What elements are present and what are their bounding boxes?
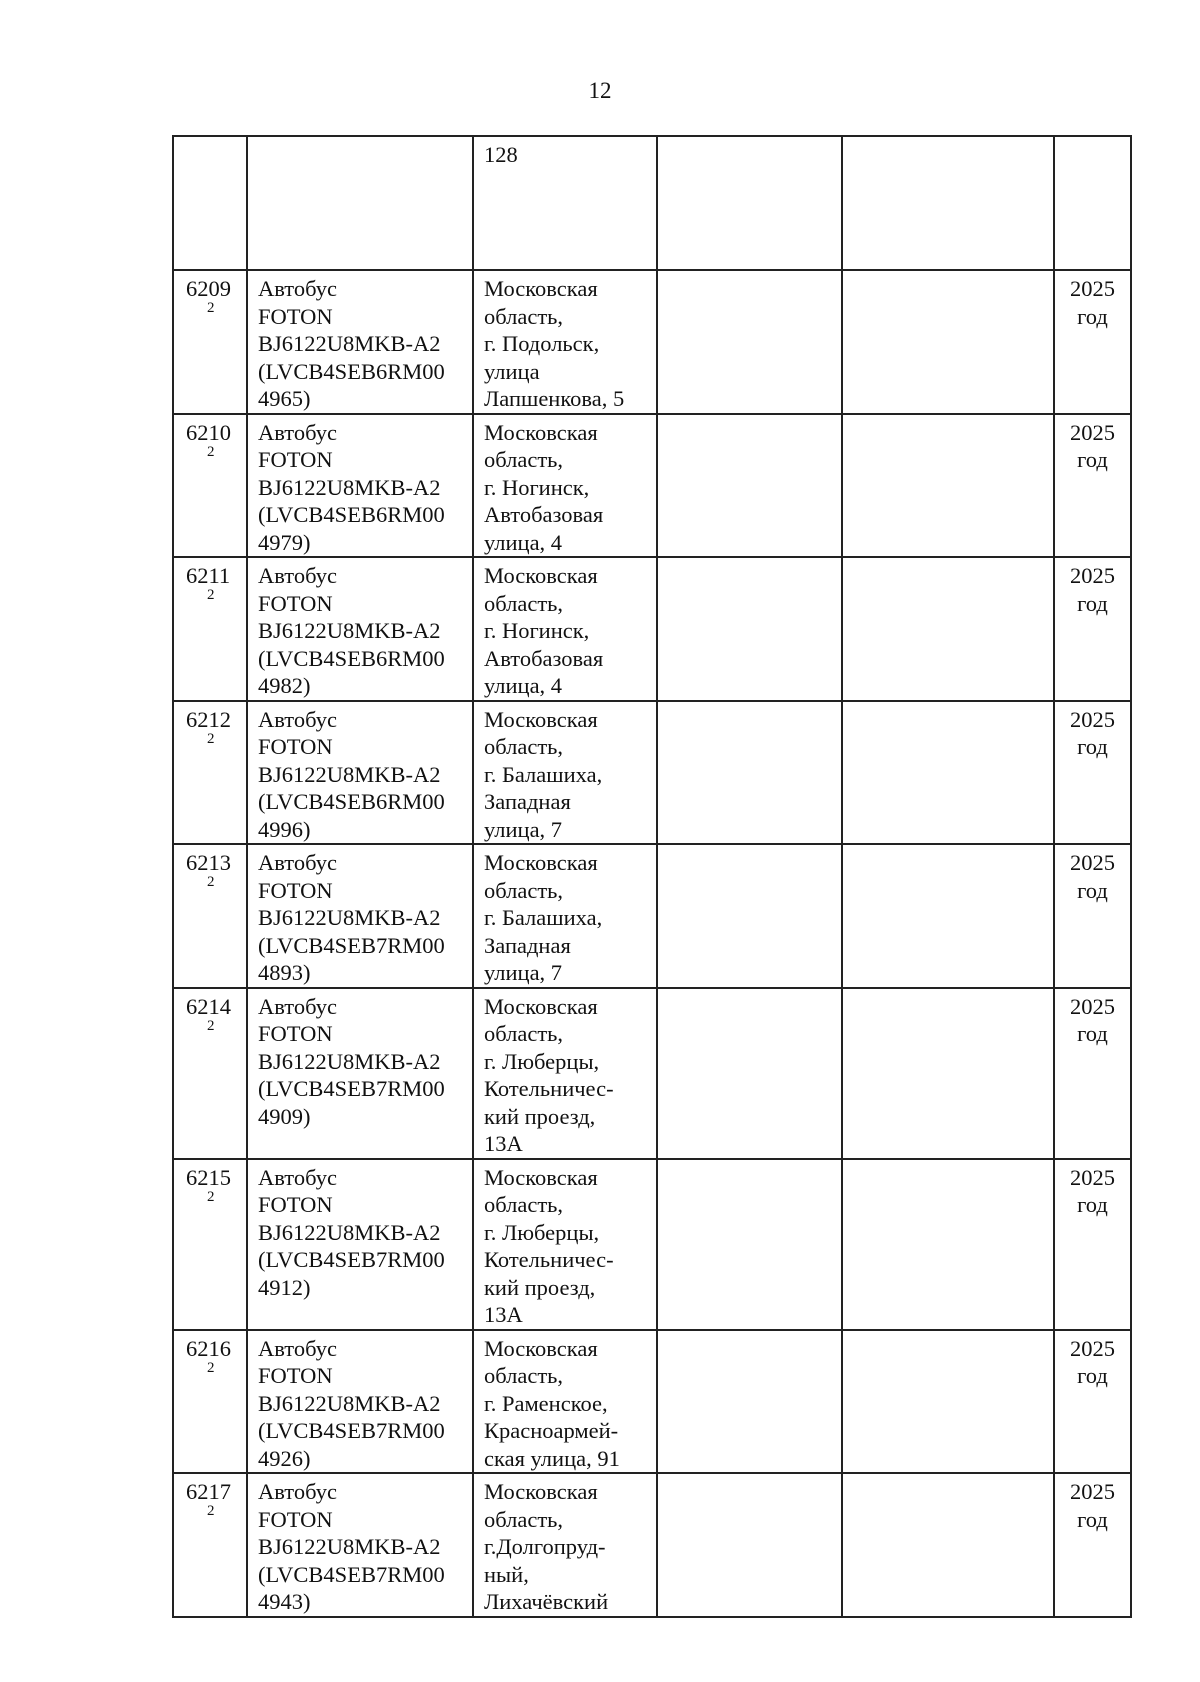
year-cell — [1054, 414, 1131, 558]
address-line: г. Балашиха, — [484, 761, 603, 787]
year-line: год — [1077, 1192, 1108, 1217]
empty-cell — [657, 701, 842, 845]
name-line: 4965) — [258, 386, 311, 411]
address-line: область, — [484, 1021, 564, 1046]
address-line: ный, — [484, 1561, 529, 1587]
address-line: Московская — [484, 419, 598, 445]
number-cell — [173, 1330, 247, 1474]
address-line: Московская — [484, 1335, 598, 1361]
name-line: Автобус — [258, 563, 337, 588]
year-cell — [1054, 270, 1131, 414]
table-row — [173, 701, 1131, 845]
year-line: год — [1077, 877, 1108, 903]
year-cell — [1054, 136, 1131, 270]
address-line: Московская — [484, 276, 598, 301]
address-cell — [473, 1473, 657, 1617]
address-line: Красноармей- — [484, 1418, 619, 1443]
address-line: г. Балашиха, — [484, 905, 603, 930]
row-number-superscript: 2 — [207, 1017, 215, 1034]
registry-table-body — [173, 136, 1131, 1617]
row-number-superscript: 2 — [207, 587, 215, 603]
address-cell — [473, 701, 657, 845]
name-line: 4912) — [258, 1274, 311, 1300]
year-line: год — [1077, 1506, 1108, 1532]
name-line: FOTON — [258, 1021, 333, 1046]
year-line: год — [1077, 447, 1108, 472]
year-cell — [1054, 1159, 1131, 1330]
name-line: BJ6122U8MKB-A2 — [258, 761, 441, 787]
name-line: (LVCB4SEB7RM00 — [258, 1076, 445, 1101]
address-line: Лихачёвский — [484, 1589, 609, 1614]
row-number-superscript: 2 — [207, 443, 215, 460]
year-line: 2025 — [1070, 419, 1115, 445]
row-number-superscript: 2 — [207, 730, 215, 747]
year-cell — [1054, 1330, 1131, 1474]
year-line: 2025 — [1070, 993, 1115, 1019]
name-cell — [247, 1159, 473, 1330]
empty-cell — [657, 270, 842, 414]
name-line: BJ6122U8MKB-A2 — [258, 1219, 441, 1245]
empty-cell — [842, 701, 1054, 845]
table-row — [173, 988, 1131, 1159]
address-line: г.Долгопруд- — [484, 1534, 606, 1559]
name-cell — [247, 844, 473, 988]
name-line: 4996) — [258, 816, 311, 842]
address-line: кий проезд, — [484, 1274, 596, 1300]
address-line: 128 — [484, 142, 518, 167]
empty-cell — [657, 1159, 842, 1330]
empty-cell — [842, 414, 1054, 558]
row-number-superscript: 2 — [207, 1359, 215, 1376]
address-line: г. Раменское, — [484, 1390, 608, 1416]
table-row — [173, 1473, 1131, 1617]
number-cell — [173, 1159, 247, 1330]
address-line: Автобазовая — [484, 645, 604, 671]
table-row — [173, 414, 1131, 558]
address-line: Автобазовая — [484, 502, 604, 527]
year-cell — [1054, 844, 1131, 988]
name-line: BJ6122U8MKB-A2 — [258, 1390, 441, 1416]
address-line: улица, 7 — [484, 816, 563, 842]
address-line: Московская — [484, 850, 598, 875]
name-line: BJ6122U8MKB-A2 — [258, 618, 441, 643]
address-cell — [473, 136, 657, 270]
empty-cell — [842, 1159, 1054, 1330]
address-line: Западная — [484, 789, 571, 814]
name-line: FOTON — [258, 447, 333, 472]
year-line: год — [1077, 303, 1108, 329]
name-line: (LVCB4SEB6RM00 — [258, 789, 445, 814]
name-line: 4893) — [258, 960, 311, 985]
year-cell — [1054, 557, 1131, 701]
table-row — [173, 844, 1131, 988]
name-line: (LVCB4SEB6RM00 — [258, 358, 445, 384]
row-number-superscript: 2 — [207, 1503, 215, 1519]
year-line: год — [1077, 590, 1108, 616]
name-line: (LVCB4SEB6RM00 — [258, 502, 445, 527]
address-line: область, — [484, 1192, 564, 1217]
address-line: г. Ногинск, — [484, 618, 590, 643]
row-number: 6210 — [186, 419, 231, 445]
row-number: 6209 — [186, 276, 231, 301]
table-row — [173, 270, 1131, 414]
name-line: 4943) — [258, 1589, 311, 1614]
row-number: 6214 — [186, 993, 231, 1019]
row-number-superscript: 2 — [207, 1188, 215, 1205]
empty-cell — [657, 1473, 842, 1617]
address-line: г. Ногинск, — [484, 474, 590, 500]
name-line: FOTON — [258, 877, 333, 903]
year-line: 2025 — [1070, 1335, 1115, 1361]
name-line: FOTON — [258, 590, 333, 616]
name-line: (LVCB4SEB7RM00 — [258, 1247, 445, 1272]
name-cell — [247, 701, 473, 845]
year-cell — [1054, 988, 1131, 1159]
address-line: Московская — [484, 563, 598, 588]
name-line: Автобус — [258, 850, 337, 875]
name-cell — [247, 1473, 473, 1617]
address-line: Лапшенкова, 5 — [484, 386, 625, 411]
name-cell — [247, 270, 473, 414]
year-line: 2025 — [1070, 850, 1115, 875]
number-cell — [173, 270, 247, 414]
name-line: Автобус — [258, 1335, 337, 1361]
address-line: г. Подольск, — [484, 331, 600, 356]
table-row-continuation — [173, 136, 1131, 270]
name-cell — [247, 136, 473, 270]
year-line: год — [1077, 1021, 1108, 1046]
year-cell — [1054, 701, 1131, 845]
year-line: год — [1077, 1363, 1108, 1388]
table-row — [173, 1159, 1131, 1330]
address-line: улица, 4 — [484, 673, 563, 698]
address-line: область, — [484, 877, 564, 903]
address-line: г. Люберцы, — [484, 1219, 600, 1245]
address-line: Московская — [484, 993, 598, 1019]
row-number: 6216 — [186, 1335, 231, 1361]
number-cell — [173, 844, 247, 988]
empty-cell — [657, 988, 842, 1159]
name-cell — [247, 1330, 473, 1474]
address-cell — [473, 557, 657, 701]
address-line: ская улица, 91 — [484, 1445, 620, 1471]
year-line: год — [1077, 734, 1108, 759]
address-line: область, — [484, 447, 564, 472]
row-number: 6213 — [186, 850, 231, 875]
name-cell — [247, 557, 473, 701]
name-line: 4982) — [258, 673, 311, 698]
name-cell — [247, 414, 473, 558]
name-line: Автобус — [258, 706, 337, 732]
address-line: улица, 4 — [484, 529, 563, 555]
name-line: Автобус — [258, 276, 337, 301]
address-line: Московская — [484, 1479, 598, 1504]
year-line: 2025 — [1070, 706, 1115, 732]
address-cell — [473, 414, 657, 558]
row-number: 6217 — [186, 1479, 231, 1504]
name-line: FOTON — [258, 1506, 333, 1532]
empty-cell — [657, 414, 842, 558]
name-line: Автобус — [258, 1164, 337, 1190]
row-number-superscript: 2 — [207, 300, 215, 316]
registry-table — [172, 135, 1132, 1618]
number-cell — [173, 1473, 247, 1617]
empty-cell — [842, 844, 1054, 988]
name-line: 4979) — [258, 529, 311, 555]
number-cell — [173, 414, 247, 558]
name-line: (LVCB4SEB6RM00 — [258, 645, 445, 671]
address-line: кий проезд, — [484, 1103, 596, 1129]
address-line: область, — [484, 1506, 564, 1532]
table-row — [173, 557, 1131, 701]
empty-cell — [842, 1330, 1054, 1474]
empty-cell — [657, 844, 842, 988]
address-cell — [473, 988, 657, 1159]
name-line: BJ6122U8MKB-A2 — [258, 1534, 441, 1559]
empty-cell — [657, 1330, 842, 1474]
empty-cell — [842, 557, 1054, 701]
year-line: 2025 — [1070, 1479, 1115, 1504]
name-line: 4909) — [258, 1103, 311, 1129]
address-line: Московская — [484, 1164, 598, 1190]
name-line: Автобус — [258, 993, 337, 1019]
address-line: 13А — [484, 1131, 523, 1156]
address-line: Западная — [484, 932, 571, 958]
name-line: (LVCB4SEB7RM00 — [258, 1561, 445, 1587]
row-number: 6211 — [186, 563, 231, 588]
name-line: Автобус — [258, 1479, 337, 1504]
table-row — [173, 1330, 1131, 1474]
year-line: 2025 — [1070, 276, 1115, 301]
page-number: 12 — [588, 78, 612, 103]
address-line: область, — [484, 1363, 564, 1388]
address-cell — [473, 1159, 657, 1330]
name-line: (LVCB4SEB7RM00 — [258, 932, 445, 958]
address-line: область, — [484, 303, 564, 329]
name-line: Автобус — [258, 419, 337, 445]
address-cell — [473, 270, 657, 414]
empty-cell — [657, 557, 842, 701]
year-cell — [1054, 1473, 1131, 1617]
name-line: BJ6122U8MKB-A2 — [258, 331, 441, 356]
name-line: FOTON — [258, 303, 333, 329]
empty-cell — [842, 136, 1054, 270]
year-line: 2025 — [1070, 1164, 1115, 1190]
address-line: область, — [484, 734, 564, 759]
empty-cell — [842, 270, 1054, 414]
row-number-superscript: 2 — [207, 874, 215, 890]
name-line: (LVCB4SEB7RM00 — [258, 1418, 445, 1443]
year-line: 2025 — [1070, 563, 1115, 588]
address-line: г. Люберцы, — [484, 1048, 600, 1074]
number-cell — [173, 557, 247, 701]
address-line: Московская — [484, 706, 598, 732]
address-line: область, — [484, 590, 564, 616]
address-cell — [473, 844, 657, 988]
name-line: 4926) — [258, 1445, 311, 1471]
name-cell — [247, 988, 473, 1159]
address-line: Котельничес- — [484, 1247, 614, 1272]
name-line: BJ6122U8MKB-A2 — [258, 905, 441, 930]
address-cell — [473, 1330, 657, 1474]
address-line: улица — [484, 358, 540, 384]
empty-cell — [842, 1473, 1054, 1617]
address-line: Котельничес- — [484, 1076, 614, 1101]
name-line: BJ6122U8MKB-A2 — [258, 1048, 441, 1074]
name-line: FOTON — [258, 734, 333, 759]
name-line: FOTON — [258, 1363, 333, 1388]
number-cell — [173, 988, 247, 1159]
address-line: улица, 7 — [484, 960, 563, 985]
name-line: BJ6122U8MKB-A2 — [258, 474, 441, 500]
row-number: 6212 — [186, 706, 231, 732]
row-number: 6215 — [186, 1164, 231, 1190]
empty-cell — [657, 136, 842, 270]
number-cell — [173, 136, 247, 270]
empty-cell — [842, 988, 1054, 1159]
name-line: FOTON — [258, 1192, 333, 1217]
number-cell — [173, 701, 247, 845]
address-line: 13А — [484, 1302, 523, 1327]
